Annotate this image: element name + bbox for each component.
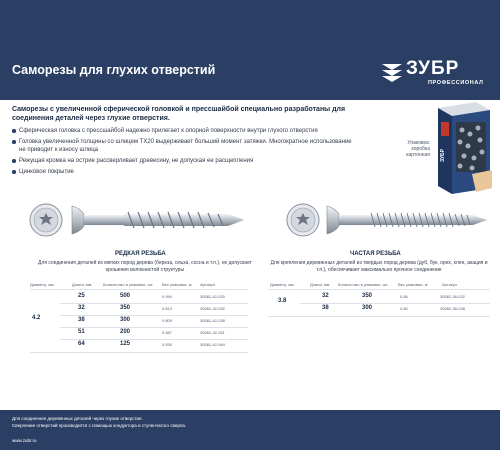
footer-line-2: Сверление отверстий производится с помощью кондуктора и ступенчатого сверла. [12, 423, 187, 428]
product-box-image [432, 100, 494, 196]
feature-item: Режущая кромка на острие рассверливает древесину, не допуская ее расщепления [12, 157, 357, 165]
fine-thread-title: ЧАСТАЯ РЕЗЬБА [350, 251, 401, 257]
col-article: Артикул [200, 282, 215, 287]
footer-url-link[interactable]: www.zubr.ru [12, 438, 37, 443]
footer-line-1: Для соединения деревянных деталей через глухие отверстия. [12, 416, 143, 421]
col-quantity: Количество в упаковке, шт. [338, 282, 389, 287]
col-weight: Вес упаковки, кг [162, 282, 192, 287]
col-article: Артикул [442, 282, 457, 287]
brand-name: ЗУБР [406, 58, 460, 79]
col-weight: Вес упаковки, кг [398, 282, 428, 287]
fine-thread-description: Для крепления деревянных деталей из твердых пород дерева (дуб, бук, орех, клен, акация и т.п.), обеспечивает максимально прочное соединение [270, 260, 488, 273]
box-brand-label: ЗУБР [440, 149, 446, 162]
brand-logo [380, 60, 490, 88]
coarse-thread-screw-image [28, 200, 248, 240]
feature-item: Цинковое покрытие [12, 168, 357, 176]
col-quantity: Количество в упаковке, шт. [103, 282, 154, 287]
table-divider [30, 289, 248, 290]
brand-subtitle: ПРОФЕССИОНАЛ [428, 80, 484, 86]
footer-banner [0, 410, 500, 450]
diameter-value: 3.8 [278, 298, 287, 304]
intro-text: Саморезы с увеличенной сферической головкой и прессшайбой специально разработаны для соединения деталей через глухие отверстия. [12, 106, 346, 122]
header-banner [0, 0, 500, 100]
page-title: Саморезы для глухих отверстий [12, 63, 216, 77]
coarse-thread-description: Для соединения деталей из мягких пород дерева (береза, ольха, сосна и т.п.), не допускает крошения волокнистой структуры [38, 260, 252, 273]
col-diameter: Диаметр, мм [30, 282, 54, 287]
col-length: Длина, мм [310, 282, 330, 287]
diameter-value: 4.2 [32, 315, 41, 321]
coarse-thread-title: РЕДКАЯ РЕЗЬБА [115, 251, 166, 257]
col-diameter: Диаметр, мм [270, 282, 294, 287]
feature-item: Сферическая головка с прессшайбой надежно прилегает к опорной поверхности внутри глухого отверстия [12, 127, 357, 135]
table-divider [268, 289, 490, 290]
feature-list [12, 127, 357, 179]
fine-thread-screw-image [285, 200, 490, 240]
brand-emblem-icon [380, 60, 404, 84]
package-label: Упаковка: коробка картонная [406, 140, 430, 158]
col-length: Длина, мм [72, 282, 92, 287]
feature-item: Головка увеличенной толщины со шлицем TX20 выдерживает больший момент затяжки. Многократное использование не приводит к износу шлица [12, 138, 357, 154]
